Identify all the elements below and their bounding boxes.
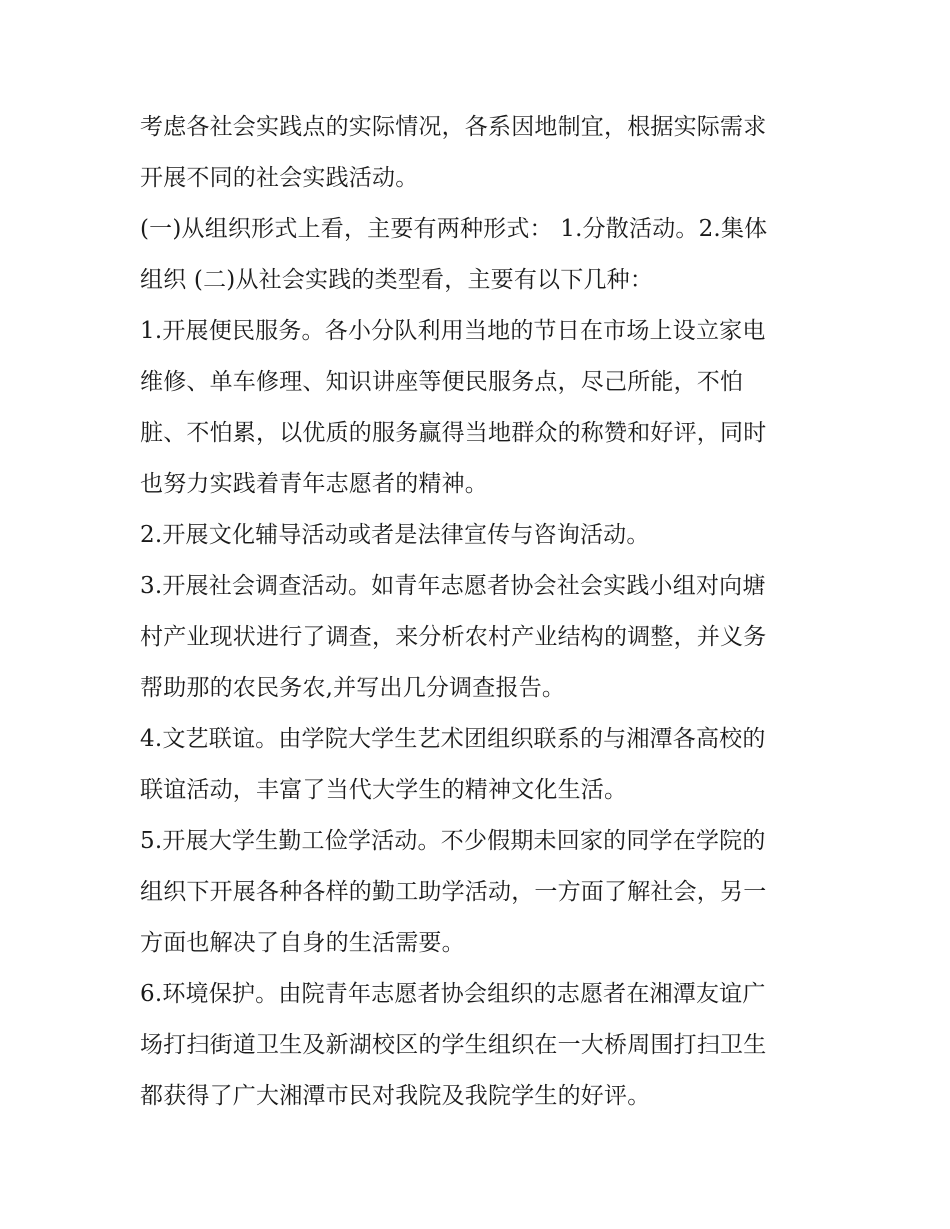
text-line: (一)从组织形式上看，主要有两种形式： 1.分散活动。2.集体 — [140, 216, 768, 242]
text-line: 帮助那的农民务农,并写出几分调查报告。 — [140, 675, 566, 701]
text-line: 开展不同的社会实践活动。 — [140, 165, 419, 191]
text-line: 6.环境保护。由院青年志愿者协会组织的志愿者在湘潭友谊广 — [140, 981, 766, 1007]
text-line: 考虑各社会实践点的实际情况，各系因地制宜，根据实际需求 — [140, 114, 767, 140]
text-line: 3.开展社会调查活动。如青年志愿者协会社会实践小组对向塘 — [140, 573, 766, 599]
text-line: 都获得了广大湘潭市民对我院及我院学生的好评。 — [140, 1083, 651, 1109]
text-line: 也努力实践着青年志愿者的精神。 — [140, 471, 488, 497]
document-body — [140, 102, 815, 1122]
text-line: 场打扫街道卫生及新湖校区的学生组织在一大桥周围打扫卫生 — [140, 1032, 767, 1058]
text-line: 2.开展文化辅导活动或者是法律宣传与咨询活动。 — [140, 522, 650, 548]
text-line: 脏、不怕累，以优质的服务赢得当地群众的称赞和好评，同时 — [140, 420, 767, 446]
text-line: 方面也解决了自身的生活需要。 — [140, 930, 465, 956]
text-line: 4.文艺联谊。由学院大学生艺术团组织联系的与湘潭各高校的 — [140, 726, 766, 752]
text-line: 维修、单车修理、知识讲座等便民服务点，尽己所能，不怕 — [140, 369, 744, 395]
text-line: 5.开展大学生勤工俭学活动。不少假期未回家的同学在学院的 — [140, 828, 766, 854]
text-line: 1.开展便民服务。各小分队利用当地的节日在市场上设立家电 — [140, 318, 766, 344]
text-line: 组织下开展各种各样的勤工助学活动，一方面了解社会，另一 — [140, 879, 767, 905]
text-line: 村产业现状进行了调查，来分析农村产业结构的调整，并义务 — [140, 624, 767, 650]
text-line: 组织 (二)从社会实践的类型看，主要有以下几种： — [140, 267, 654, 293]
text-line: 联谊活动，丰富了当代大学生的精神文化生活。 — [140, 777, 628, 803]
